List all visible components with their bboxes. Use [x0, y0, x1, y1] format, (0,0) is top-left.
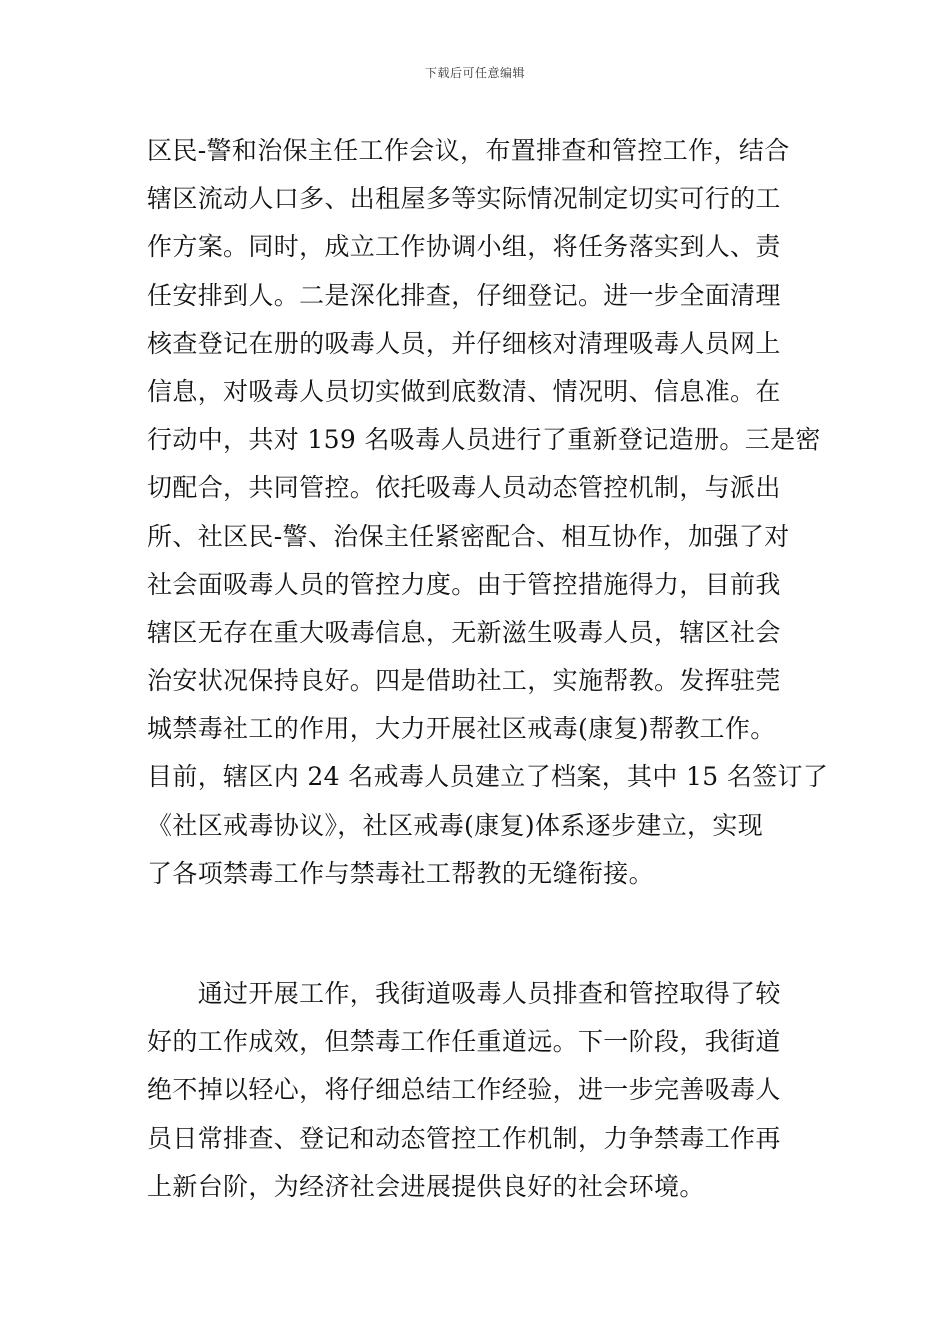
text-line: 《社区戒毒协议》，社区戒毒(康复)体系逐步建立，实现 [147, 810, 764, 840]
text-line: 辖区流动人口多、出租屋多等实际情况制定切实可行的工 [147, 184, 781, 214]
text-line: 目前，辖区内 24 名戒毒人员建立了档案，其中 15 名签订了 [147, 762, 829, 792]
text-line: 切配合，共同管控。依托吸毒人员动态管控机制，与派出 [147, 473, 781, 503]
text-line: 了各项禁毒工作与禁毒社工帮教的无缝衔接。 [147, 858, 655, 888]
page-header: 下载后可任意编辑 [424, 66, 525, 80]
text-line: 区民-警和治保主任工作会议，布置排查和管控工作，结合 [147, 136, 790, 165]
text-line: 绝不掉以轻心，将仔细总结工作经验，进一步完善吸毒人 [147, 1075, 781, 1105]
text-line: 信息，对吸毒人员切实做到底数清、情况明、信息准。在 [147, 376, 781, 406]
text-line: 行动中，共对 159 名吸毒人员进行了重新登记造册。三是密 [147, 425, 821, 455]
text-line: 好的工作成效，但禁毒工作任重道远。下一阶段，我街道 [147, 1027, 781, 1057]
text-line: 任安排到人。二是深化排查，仔细登记。进一步全面清理 [147, 280, 781, 310]
paragraph-2 [147, 970, 813, 1211]
paragraph-1 [147, 127, 829, 898]
text-line: 城禁毒社工的作用，大力开展社区戒毒(康复)帮教工作。 [147, 714, 776, 744]
text-line: 上新台阶，为经济社会进展提供良好的社会环境。 [147, 1171, 705, 1201]
text-line: 社会面吸毒人员的管控力度。由于管控措施得力，目前我 [147, 569, 781, 599]
text-line: 员日常排查、登记和动态管控工作机制，力争禁毒工作再 [147, 1123, 781, 1153]
text-line: 通过开展工作，我街道吸毒人员排查和管控取得了较 [147, 979, 781, 1008]
text-line: 治安状况保持良好。四是借助社工，实施帮教。发挥驻莞 [147, 666, 781, 696]
text-line: 作方案。同时，成立工作协调小组，将任务落实到人、责 [147, 232, 781, 262]
text-line: 辖区无存在重大吸毒信息，无新滋生吸毒人员，辖区社会 [147, 617, 781, 647]
text-line: 核查登记在册的吸毒人员，并仔细核对清理吸毒人员网上 [147, 328, 781, 358]
text-line: 所、社区民-警、治保主任紧密配合、相互协作，加强了对 [147, 521, 790, 551]
